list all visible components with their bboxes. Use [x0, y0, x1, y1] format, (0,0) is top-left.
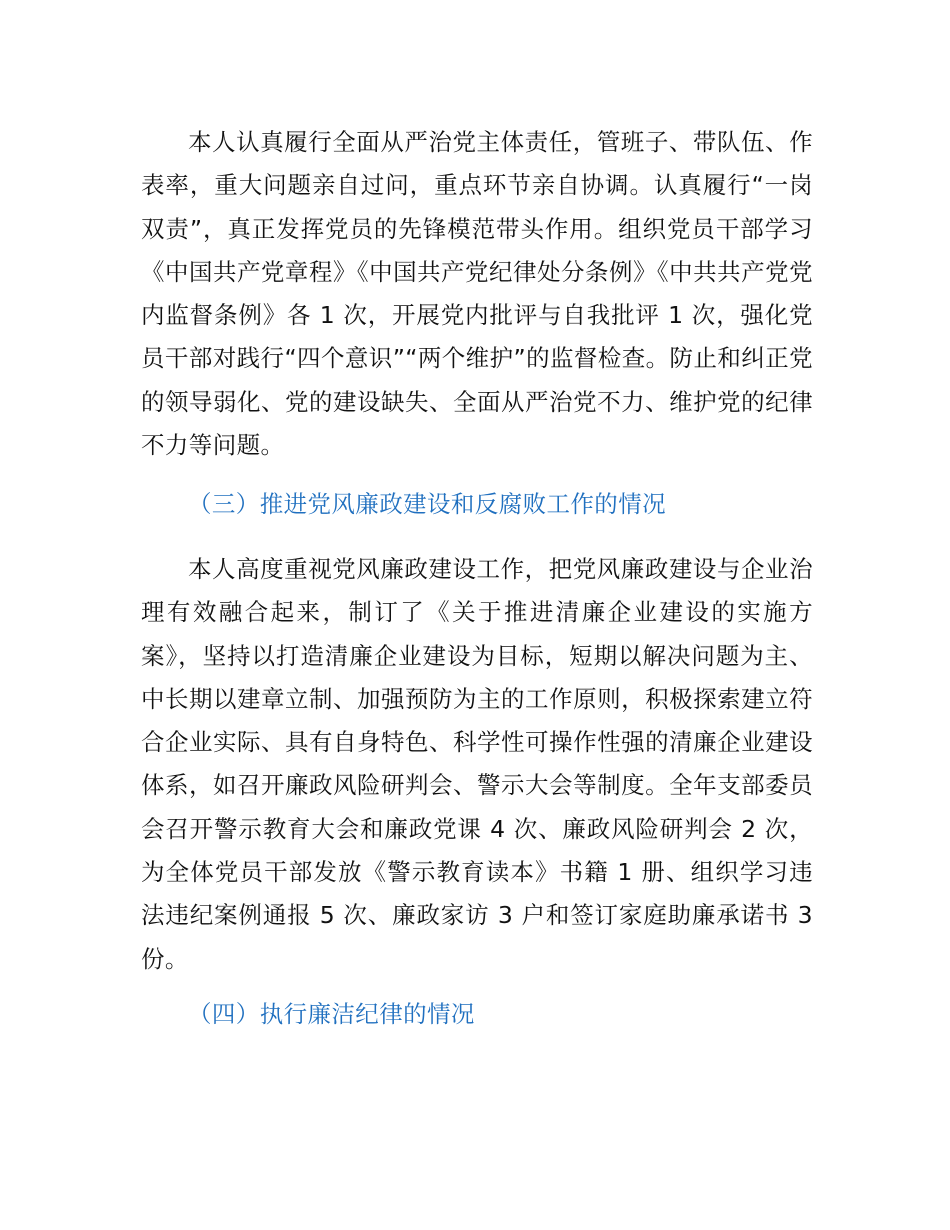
paragraph-integrity-building: 本人高度重视党风廉政建设工作，把党风廉政建设与企业治理有效融合起来，制订了《关于推进清廉企业建设的实施方案》，坚持以打造清廉企业建设为目标，短期以解决问题为主、中长期以建章立制、加强预防为主的工作原则，积极探索建立符合企业实际、具有自身特色、科学性可操作性强的清廉企业建设体系，如召开廉政风险研判会、警示大会等制度。全年支部委员会召开警示教育大会和廉政党课 4 次、廉政风险研判会 2 次，为全体党员干部发放《警示教育读本》书籍 1 册、组织学习违法违纪案例通报 5 次、廉政家访 3 户和签订家庭助廉承诺书 3 份。 [141, 555, 813, 973]
paragraph-responsibility: 本人认真履行全面从严治党主体责任，管班子、带队伍、作表率，重大问题亲自过问，重点环节亲自协调。认真履行“一岗双责”，真正发挥党员的先锋模范带头作用。组织党员干部学习《中国共产党章程》《中国共产党纪律处分条例》《中共共产党党内监督条例》各 1 次，开展党内批评与自我批评 1 次，强化党员干部对践行“四个意识”“两个维护”的监督检查。防止和纠正党的领导弱化、党的建设缺失、全面从严治党不力、维护党的纪律不力等问题。 [141, 128, 813, 460]
section-heading-4: （四）执行廉洁纪律的情况 [188, 1000, 475, 1028]
section-heading-3: （三）推进党风廉政建设和反腐败工作的情况 [188, 490, 666, 518]
